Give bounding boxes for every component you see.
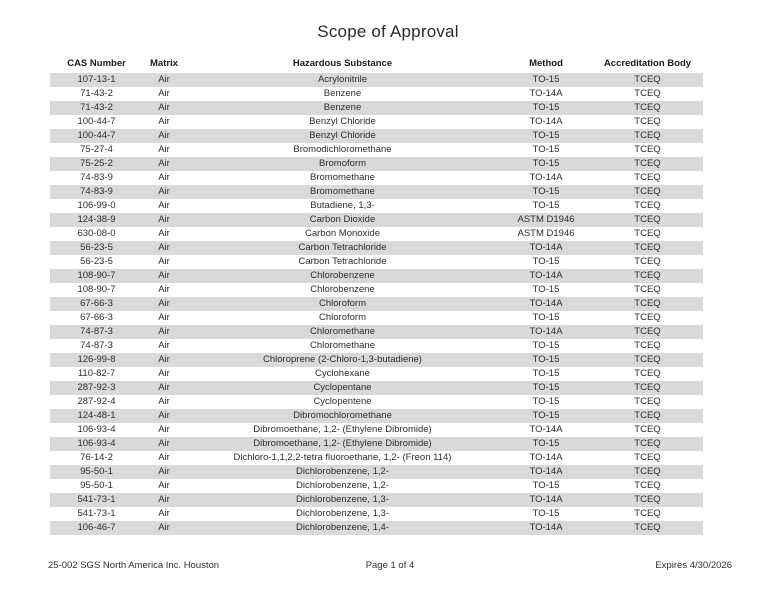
cas-number-cell: 74-83-9: [50, 185, 143, 199]
hazardous-substance-cell: Benzene: [185, 101, 500, 115]
cas-number-cell: 107-13-1: [50, 73, 143, 87]
table-row: [50, 297, 703, 311]
accreditation-body-cell: TCEQ: [592, 311, 703, 325]
matrix-cell: Air: [143, 367, 185, 381]
accreditation-body-cell: TCEQ: [592, 409, 703, 423]
table-row: [50, 185, 703, 199]
method-cell: TO-14A: [500, 493, 592, 507]
matrix-cell: Air: [143, 171, 185, 185]
column-header-matrix: Matrix: [150, 58, 178, 69]
cas-number-cell: 74-87-3: [50, 325, 143, 339]
table-row: [50, 353, 703, 367]
accreditation-body-cell: TCEQ: [592, 73, 703, 87]
column-header-method: Method: [529, 58, 563, 69]
matrix-cell: Air: [143, 227, 185, 241]
method-cell: TO-14A: [500, 521, 592, 535]
accreditation-body-cell: TCEQ: [592, 465, 703, 479]
cas-number-cell: 541-73-1: [50, 507, 143, 521]
accreditation-body-cell: TCEQ: [592, 115, 703, 129]
column-header-hazardous-substance: Hazardous Substance: [292, 58, 393, 69]
method-cell: TO-15: [500, 129, 592, 143]
hazardous-substance-cell: Bromoform: [185, 157, 500, 171]
matrix-cell: Air: [143, 283, 185, 297]
accreditation-body-cell: TCEQ: [592, 339, 703, 353]
matrix-cell: Air: [143, 395, 185, 409]
accreditation-body-cell: TCEQ: [592, 451, 703, 465]
accreditation-body-cell: TCEQ: [592, 437, 703, 451]
cas-number-cell: 126-99-8: [50, 353, 143, 367]
matrix-cell: Air: [143, 423, 185, 437]
hazardous-substance-cell: Cyclohexane: [185, 367, 500, 381]
method-cell: ASTM D1946: [500, 227, 592, 241]
accreditation-body-cell: TCEQ: [592, 325, 703, 339]
matrix-cell: Air: [143, 213, 185, 227]
method-cell: TO-15: [500, 507, 592, 521]
table-row: [50, 451, 703, 465]
matrix-cell: Air: [143, 409, 185, 423]
table-row: [50, 283, 703, 297]
cas-number-cell: 541-73-1: [50, 493, 143, 507]
hazardous-substance-cell: Chlorobenzene: [185, 283, 500, 297]
matrix-cell: Air: [143, 241, 185, 255]
cas-number-cell: 106-99-0: [50, 199, 143, 213]
matrix-cell: Air: [143, 521, 185, 535]
hazardous-substance-cell: Carbon Monoxide: [185, 227, 500, 241]
footer-accreditation-id: 25-002 SGS North America Inc. Houston: [48, 560, 220, 571]
matrix-cell: Air: [143, 255, 185, 269]
table-row: [50, 465, 703, 479]
method-cell: TO-15: [500, 283, 592, 297]
accreditation-body-cell: TCEQ: [592, 143, 703, 157]
hazardous-substance-cell: Carbon Dioxide: [185, 213, 500, 227]
table-row: [50, 101, 703, 115]
method-cell: TO-14A: [500, 325, 592, 339]
accreditation-body-cell: TCEQ: [592, 171, 703, 185]
table-row: [50, 409, 703, 423]
accreditation-body-cell: TCEQ: [592, 283, 703, 297]
method-cell: TO-15: [500, 185, 592, 199]
cas-number-cell: 108-90-7: [50, 269, 143, 283]
method-cell: TO-15: [500, 353, 592, 367]
hazardous-substance-cell: Dichloro-1,1,2,2-tetra fluoroethane, 1,2- (Freon 114): [185, 451, 500, 465]
method-cell: TO-15: [500, 409, 592, 423]
table-row: [50, 241, 703, 255]
hazardous-substance-cell: Benzyl Chloride: [185, 115, 500, 129]
page-title: Scope of Approval: [317, 22, 459, 41]
method-cell: TO-15: [500, 339, 592, 353]
accreditation-body-cell: TCEQ: [592, 129, 703, 143]
cas-number-cell: 100-44-7: [50, 115, 143, 129]
cas-number-cell: 74-87-3: [50, 339, 143, 353]
method-cell: TO-15: [500, 255, 592, 269]
table-row: [50, 143, 703, 157]
hazardous-substance-cell: Cyclopentane: [185, 381, 500, 395]
table-row: [50, 339, 703, 353]
method-cell: TO-15: [500, 73, 592, 87]
cas-number-cell: 287-92-4: [50, 395, 143, 409]
cas-number-cell: 74-83-9: [50, 171, 143, 185]
hazardous-substance-cell: Dichlorobenzene, 1,2-: [185, 465, 500, 479]
table-header-row: [50, 52, 703, 73]
column-header-accreditation-body: Accreditation Body: [603, 58, 692, 69]
cas-number-cell: 95-50-1: [50, 465, 143, 479]
accreditation-body-cell: TCEQ: [592, 479, 703, 493]
matrix-cell: Air: [143, 185, 185, 199]
accreditation-body-cell: TCEQ: [592, 87, 703, 101]
matrix-cell: Air: [143, 339, 185, 353]
column-header-cas-number: CAS Number: [67, 58, 126, 69]
table-row: [50, 73, 703, 87]
hazardous-substance-cell: Bromodichloromethane: [185, 143, 500, 157]
table-row: [50, 115, 703, 129]
cas-number-cell: 56-23-5: [50, 255, 143, 269]
table-row: [50, 437, 703, 451]
hazardous-substance-cell: Dichlorobenzene, 1,2-: [185, 479, 500, 493]
accreditation-body-cell: TCEQ: [592, 101, 703, 115]
page-footer: [48, 560, 732, 571]
accreditation-body-cell: TCEQ: [592, 493, 703, 507]
method-cell: TO-15: [500, 479, 592, 493]
matrix-cell: Air: [143, 479, 185, 493]
accreditation-body-cell: TCEQ: [592, 269, 703, 283]
hazardous-substance-cell: Benzyl Chloride: [185, 129, 500, 143]
method-cell: TO-15: [500, 157, 592, 171]
cas-number-cell: 76-14-2: [50, 451, 143, 465]
matrix-cell: Air: [143, 129, 185, 143]
matrix-cell: Air: [143, 451, 185, 465]
cas-number-cell: 95-50-1: [50, 479, 143, 493]
method-cell: TO-14A: [500, 451, 592, 465]
cas-number-cell: 124-38-9: [50, 213, 143, 227]
table-row: [50, 423, 703, 437]
hazardous-substance-cell: Chlorobenzene: [185, 269, 500, 283]
matrix-cell: Air: [143, 199, 185, 213]
hazardous-substance-cell: Dibromoethane, 1,2- (Ethylene Dibromide): [185, 437, 500, 451]
accreditation-body-cell: TCEQ: [592, 381, 703, 395]
accreditation-body-cell: TCEQ: [592, 507, 703, 521]
hazardous-substance-cell: Chloroprene (2-Chloro-1,3-butadiene): [185, 353, 500, 367]
matrix-cell: Air: [143, 507, 185, 521]
matrix-cell: Air: [143, 73, 185, 87]
footer-expiry-date: Expires 4/30/2026: [655, 560, 732, 571]
method-cell: TO-15: [500, 311, 592, 325]
cas-number-cell: 67-66-3: [50, 311, 143, 325]
hazardous-substance-cell: Bromomethane: [185, 185, 500, 199]
matrix-cell: Air: [143, 143, 185, 157]
matrix-cell: Air: [143, 437, 185, 451]
table-row: [50, 269, 703, 283]
accreditation-body-cell: TCEQ: [592, 395, 703, 409]
accreditation-body-cell: TCEQ: [592, 521, 703, 535]
cas-number-cell: 106-93-4: [50, 423, 143, 437]
matrix-cell: Air: [143, 493, 185, 507]
method-cell: TO-15: [500, 395, 592, 409]
table-row: [50, 395, 703, 409]
hazardous-substance-cell: Carbon Tetrachloride: [185, 255, 500, 269]
matrix-cell: Air: [143, 381, 185, 395]
table-row: [50, 255, 703, 269]
table-row: [50, 199, 703, 213]
method-cell: TO-14A: [500, 87, 592, 101]
matrix-cell: Air: [143, 325, 185, 339]
hazardous-substance-cell: Chloromethane: [185, 339, 500, 353]
method-cell: TO-15: [500, 101, 592, 115]
matrix-cell: Air: [143, 269, 185, 283]
accreditation-body-cell: TCEQ: [592, 213, 703, 227]
matrix-cell: Air: [143, 465, 185, 479]
hazardous-substance-cell: Carbon Tetrachloride: [185, 241, 500, 255]
scope-of-approval-table: [50, 52, 703, 535]
footer-page-number: Page 1 of 4: [365, 560, 415, 571]
hazardous-substance-cell: Dichlorobenzene, 1,4-: [185, 521, 500, 535]
cas-number-cell: 75-27-4: [50, 143, 143, 157]
method-cell: TO-14A: [500, 115, 592, 129]
hazardous-substance-cell: Chloroform: [185, 311, 500, 325]
cas-number-cell: 110-82-7: [50, 367, 143, 381]
method-cell: TO-15: [500, 437, 592, 451]
table-row: [50, 171, 703, 185]
accreditation-body-cell: TCEQ: [592, 227, 703, 241]
hazardous-substance-cell: Chloromethane: [185, 325, 500, 339]
table-row: [50, 213, 703, 227]
table-row: [50, 493, 703, 507]
hazardous-substance-cell: Butadiene, 1,3-: [185, 199, 500, 213]
table-row: [50, 157, 703, 171]
method-cell: TO-15: [500, 143, 592, 157]
cas-number-cell: 67-66-3: [50, 297, 143, 311]
accreditation-body-cell: TCEQ: [592, 157, 703, 171]
method-cell: TO-14A: [500, 297, 592, 311]
method-cell: TO-14A: [500, 171, 592, 185]
cas-number-cell: 71-43-2: [50, 87, 143, 101]
hazardous-substance-cell: Dibromochloromethane: [185, 409, 500, 423]
hazardous-substance-cell: Chloroform: [185, 297, 500, 311]
hazardous-substance-cell: Benzene: [185, 87, 500, 101]
accreditation-body-cell: TCEQ: [592, 241, 703, 255]
method-cell: TO-14A: [500, 269, 592, 283]
table-row: [50, 367, 703, 381]
table-row: [50, 129, 703, 143]
matrix-cell: Air: [143, 115, 185, 129]
method-cell: TO-15: [500, 381, 592, 395]
hazardous-substance-cell: Bromomethane: [185, 171, 500, 185]
method-cell: TO-14A: [500, 465, 592, 479]
accreditation-body-cell: TCEQ: [592, 297, 703, 311]
cas-number-cell: 75-25-2: [50, 157, 143, 171]
method-cell: ASTM D1946: [500, 213, 592, 227]
accreditation-body-cell: TCEQ: [592, 255, 703, 269]
cas-number-cell: 124-48-1: [50, 409, 143, 423]
table-row: [50, 521, 703, 535]
cas-number-cell: 106-46-7: [50, 521, 143, 535]
accreditation-body-cell: TCEQ: [592, 353, 703, 367]
method-cell: TO-15: [500, 199, 592, 213]
hazardous-substance-cell: Dibromoethane, 1,2- (Ethylene Dibromide): [185, 423, 500, 437]
hazardous-substance-cell: Dichlorobenzene, 1,3-: [185, 507, 500, 521]
accreditation-body-cell: TCEQ: [592, 367, 703, 381]
method-cell: TO-14A: [500, 241, 592, 255]
matrix-cell: Air: [143, 353, 185, 367]
table-row: [50, 381, 703, 395]
table-row: [50, 311, 703, 325]
table-row: [50, 227, 703, 241]
method-cell: TO-14A: [500, 423, 592, 437]
hazardous-substance-cell: Dichlorobenzene, 1,3-: [185, 493, 500, 507]
accreditation-body-cell: TCEQ: [592, 423, 703, 437]
cas-number-cell: 630-08-0: [50, 227, 143, 241]
cas-number-cell: 108-90-7: [50, 283, 143, 297]
matrix-cell: Air: [143, 297, 185, 311]
table-row: [50, 325, 703, 339]
matrix-cell: Air: [143, 311, 185, 325]
accreditation-body-cell: TCEQ: [592, 199, 703, 213]
hazardous-substance-cell: Cyclopentene: [185, 395, 500, 409]
cas-number-cell: 100-44-7: [50, 129, 143, 143]
cas-number-cell: 56-23-5: [50, 241, 143, 255]
cas-number-cell: 71-43-2: [50, 101, 143, 115]
table-row: [50, 479, 703, 493]
accreditation-body-cell: TCEQ: [592, 185, 703, 199]
cas-number-cell: 287-92-3: [50, 381, 143, 395]
cas-number-cell: 106-93-4: [50, 437, 143, 451]
table-row: [50, 507, 703, 521]
matrix-cell: Air: [143, 157, 185, 171]
table-row: [50, 87, 703, 101]
matrix-cell: Air: [143, 87, 185, 101]
hazardous-substance-cell: Acrylonitrile: [185, 73, 500, 87]
method-cell: TO-15: [500, 367, 592, 381]
matrix-cell: Air: [143, 101, 185, 115]
